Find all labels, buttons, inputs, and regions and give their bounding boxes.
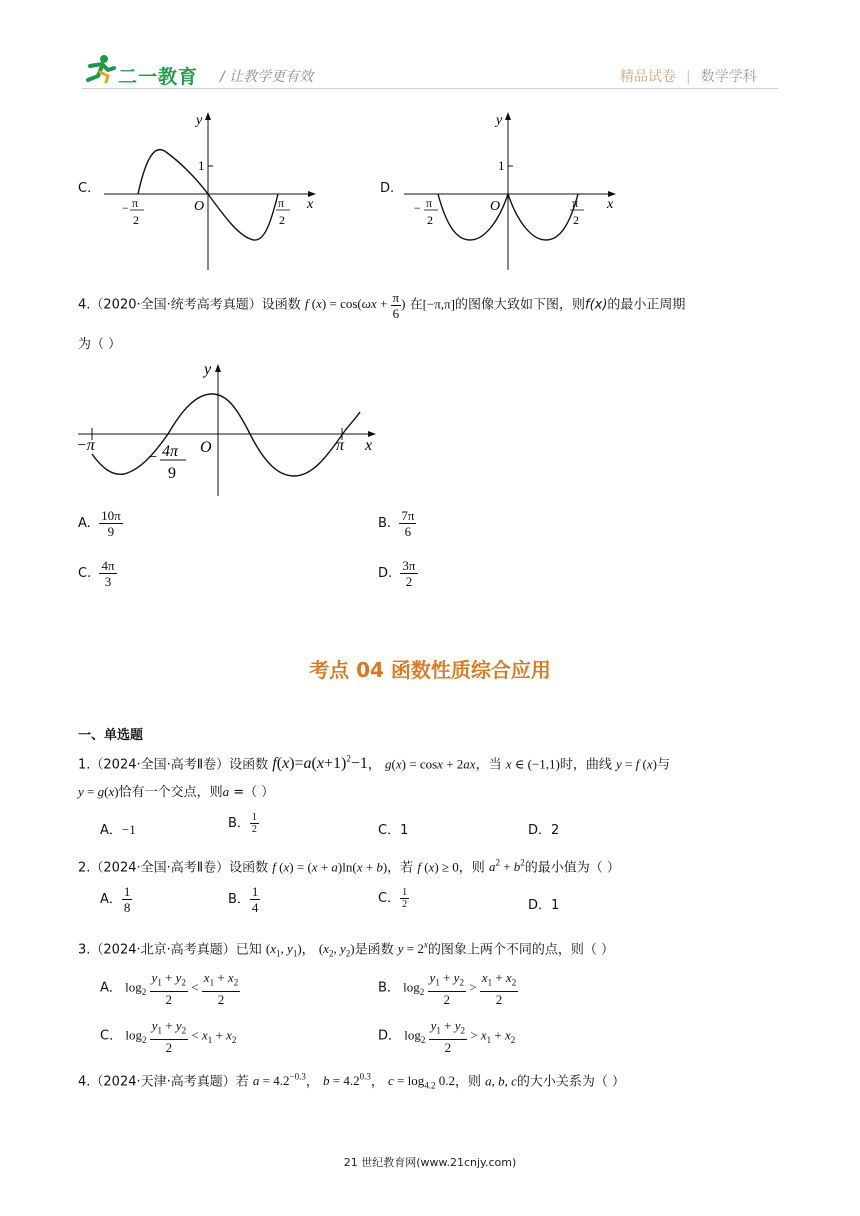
q2-then: ，则 — [458, 860, 485, 876]
q4-then: ，则 — [454, 1074, 481, 1090]
graph-c-neg-two: 2 — [133, 213, 139, 227]
q4-2020-fx: f(x) — [585, 297, 608, 313]
section-subtitle: 一、单选题 — [78, 728, 144, 743]
prev-option-d-label: D. — [380, 181, 395, 196]
q1-and: 与 — [657, 757, 671, 773]
q4-sep1: ， — [305, 1074, 319, 1090]
q1-source: （2024·全国·高考Ⅱ卷）设函数 — [90, 757, 269, 773]
graph-option-d — [400, 108, 625, 273]
option-den: 2 — [405, 574, 413, 589]
q3-option-c[interactable]: C． $\log_2$ $\frac{y_1 + y_2}{2}$ < $x_1 + x_2$ — [100, 1018, 237, 1055]
q3-option-b[interactable]: B． $\log_2$ $\frac{y_1 + y_2}{2}$ > $\frac{x_1 + x_2}{2}$ — [378, 970, 517, 1007]
q1-line2-b: （ ） — [244, 785, 275, 800]
q4-2020-line2: 为（ ） — [78, 337, 122, 352]
q1-formula-f: $f(x)=a(x+1)^2-1$ — [272, 754, 368, 773]
header-divider — [82, 88, 778, 89]
graph-c-neg-pi: π — [132, 196, 139, 210]
option-den: 8 — [123, 900, 131, 915]
q4-c: $c = \log_{4.2} 0.2$ — [387, 1073, 455, 1091]
option-label: B． — [378, 980, 400, 996]
section-title: 考点 04 函数性质综合应用 — [309, 658, 551, 682]
option-value: 1 — [551, 898, 560, 913]
header — [0, 0, 860, 92]
q3-text — [78, 934, 614, 965]
q4-end: 的大小关系为（ ） — [516, 1074, 626, 1090]
q4-2020-text — [78, 290, 778, 321]
prev-option-c-label: C. — [78, 181, 92, 196]
graph-d-neg-pi: π — [426, 196, 433, 210]
option-label: C． — [378, 823, 401, 838]
option-label: B. — [378, 516, 392, 531]
graph-q4-2020 — [74, 358, 384, 498]
graph-c-x-label: x — [307, 197, 314, 212]
svg-text:−: − — [122, 201, 129, 215]
q4-2020-formula: f (x) = cos(ωx + $\frac{\pi}{6}$ ) — [304, 290, 406, 321]
q1-option-b[interactable]: B． $\frac{1}{2}$ — [228, 812, 257, 835]
graph-d-x-label: x — [607, 197, 614, 212]
q4-num: 4. — [78, 1074, 91, 1090]
option-label: A． — [100, 892, 122, 907]
q4-2020-option-b[interactable] — [378, 508, 416, 539]
option-label: A． — [100, 823, 122, 838]
graph-d-y-label: y — [496, 113, 503, 128]
q1-num: 1. — [78, 757, 91, 773]
q1-formula-g: g(x) = cosx + 2ax — [385, 756, 476, 772]
q4-b: $b = 4.2^{0.3}$ — [322, 1072, 371, 1089]
q4-2024-text — [78, 1066, 625, 1097]
footer: 21 世纪教育网(www.21cnjy.com) — [343, 1156, 517, 1169]
graph-d-two: 2 — [573, 213, 579, 227]
graph-q4-tick-num: 4π — [162, 443, 179, 460]
q1-domain: x ∈ (−1,1) — [505, 756, 560, 772]
q4-2020-source: （2020·全国·统考高考真题）设函数 — [90, 297, 301, 313]
option-num: 10π — [101, 508, 121, 523]
option-label: C. — [78, 566, 92, 581]
graph-c-two: 2 — [279, 213, 285, 227]
q1-yg: y = g(x) — [78, 784, 119, 799]
q1-curve: 时，曲线 — [559, 757, 612, 773]
option-label: A． — [100, 980, 122, 996]
graph-d-pi: π — [572, 196, 579, 210]
option-label: B． — [228, 816, 250, 831]
option-value: 2 — [551, 823, 560, 838]
q1-when: ，当 — [475, 757, 502, 773]
q3-option-a[interactable]: A． $\log_2$ $\frac{y_1 + y_2}{2}$ < $\frac{x_1 + x_2}{2}$ — [100, 970, 239, 1007]
q1-line2-a: 恰有一个交点，则 — [118, 785, 223, 800]
q1-option-d[interactable] — [528, 819, 559, 838]
option-value: 1 — [400, 823, 409, 838]
svg-text:−: − — [414, 201, 421, 215]
q2-option-a[interactable] — [100, 884, 132, 915]
q3-option-d[interactable]: D． $\log_2$ $\frac{y_1 + y_2}{2}$ > $x_1 + x_2$ — [378, 1018, 516, 1055]
graph-q4-neg-pi: −π — [76, 437, 95, 454]
option-label: D． — [378, 1028, 402, 1044]
option-label: D． — [528, 823, 552, 838]
q2-option-c[interactable] — [378, 887, 409, 910]
q1-yf: y = f (x) — [616, 756, 657, 772]
q2-text — [78, 852, 620, 879]
graph-option-c — [100, 108, 325, 273]
q3-source: （2024·北京·高考真题）已知 — [90, 942, 262, 958]
q3-func: $y = 2^x$ — [397, 940, 428, 957]
graph-c-y-label: y — [196, 113, 203, 128]
option-num: 3π — [402, 558, 416, 573]
graph-c-pi: π — [278, 196, 285, 210]
q2-option-b[interactable] — [228, 884, 260, 915]
q3-is: 是函数 — [354, 942, 394, 958]
q1-sep: ， — [367, 757, 381, 773]
q4-vars: a, b, c — [485, 1073, 517, 1089]
graph-q4-y: y — [204, 361, 212, 378]
q1-line2: y = g(x)恰有一个交点，则a =（ ） — [78, 784, 275, 800]
q1-option-a[interactable] — [100, 819, 136, 838]
q4-sep2: ， — [370, 1074, 384, 1090]
graph-d-origin: O — [490, 199, 501, 214]
option-den: 3 — [104, 574, 112, 589]
graph-d-one: 1 — [498, 158, 505, 173]
option-label: C． — [100, 1028, 123, 1044]
q2-option-d[interactable] — [528, 894, 559, 913]
slogan: / 让教学更有效 — [220, 69, 314, 85]
q2-if: ，若 — [387, 860, 414, 876]
graph-q4-origin: O — [200, 439, 212, 456]
graph-q4-x: x — [365, 437, 373, 454]
q4-2020-interval: [−π,π] — [422, 296, 455, 312]
q2-end: 的最小值为（ ） — [524, 860, 620, 876]
svg-text:−: − — [148, 449, 158, 466]
q3-sep: ， — [301, 942, 315, 958]
q2-formula: f (x) = (x + a)ln(x + b) — [272, 859, 388, 875]
graph-q4-tick-den: 9 — [168, 465, 176, 482]
q4-2020-num: 4. — [78, 297, 91, 313]
graph-c-one: 1 — [198, 158, 205, 173]
graph-q4-pi: π — [336, 437, 345, 454]
q1-option-c[interactable] — [378, 819, 408, 838]
option-label: C． — [378, 891, 401, 906]
logo-runner-icon — [84, 54, 118, 84]
header-subject: 数学学科 — [700, 69, 757, 85]
option-num: 4π — [101, 558, 115, 573]
q3-point1: ($x_1$, $y_1$) — [265, 941, 302, 959]
brand-logo-text: 二一教育 — [118, 66, 199, 88]
q4-2020-after: 的图像大致如下图，则 — [454, 297, 585, 313]
q2-cond: f (x) ≥ 0 — [417, 859, 459, 875]
option-label: D． — [528, 898, 552, 913]
q4-2020-option-c[interactable] — [78, 558, 117, 589]
option-label: B． — [228, 892, 250, 907]
option-den: 6 — [404, 524, 412, 539]
q4-2020-end: 的最小正周期 — [607, 297, 686, 313]
q4-2020-option-a[interactable] — [78, 508, 123, 539]
q1-text — [78, 748, 788, 776]
q3-end: 的图象上两个不同的点，则（ ） — [427, 942, 614, 958]
q2-num: 2. — [78, 860, 91, 876]
graph-c-origin: O — [194, 199, 205, 214]
option-label: A. — [78, 516, 91, 531]
option-den: 4 — [251, 900, 259, 915]
option-num: 7π — [401, 508, 415, 523]
graph-d-neg-two: 2 — [427, 213, 433, 227]
option-den: 9 — [107, 524, 115, 539]
header-tag: 精品试卷 — [620, 69, 676, 85]
q2-source: （2024·全国·高考Ⅱ卷）设函数 — [90, 860, 269, 876]
q4-2020-option-d[interactable] — [378, 558, 418, 589]
q4-2020-mid: 在 — [409, 297, 423, 313]
option-num: 1 — [123, 884, 131, 899]
q3-num: 3. — [78, 942, 91, 958]
header-right: 精品试卷 | 数学学科 — [620, 69, 757, 85]
option-num: 1 — [251, 884, 259, 899]
q4-source: （2024·天津·高考真题）若 — [90, 1074, 249, 1090]
q3-point2: ($x_2$, $y_2$) — [318, 941, 355, 959]
option-label: D. — [378, 566, 393, 581]
option-num: 1 — [402, 887, 408, 898]
option-den: 2 — [402, 899, 408, 910]
q4-a: $a = 4.2^{-0.3}$ — [252, 1072, 306, 1089]
option-value: −1 — [121, 822, 136, 837]
q2-expr: $a^2 + b^2$ — [488, 858, 525, 875]
